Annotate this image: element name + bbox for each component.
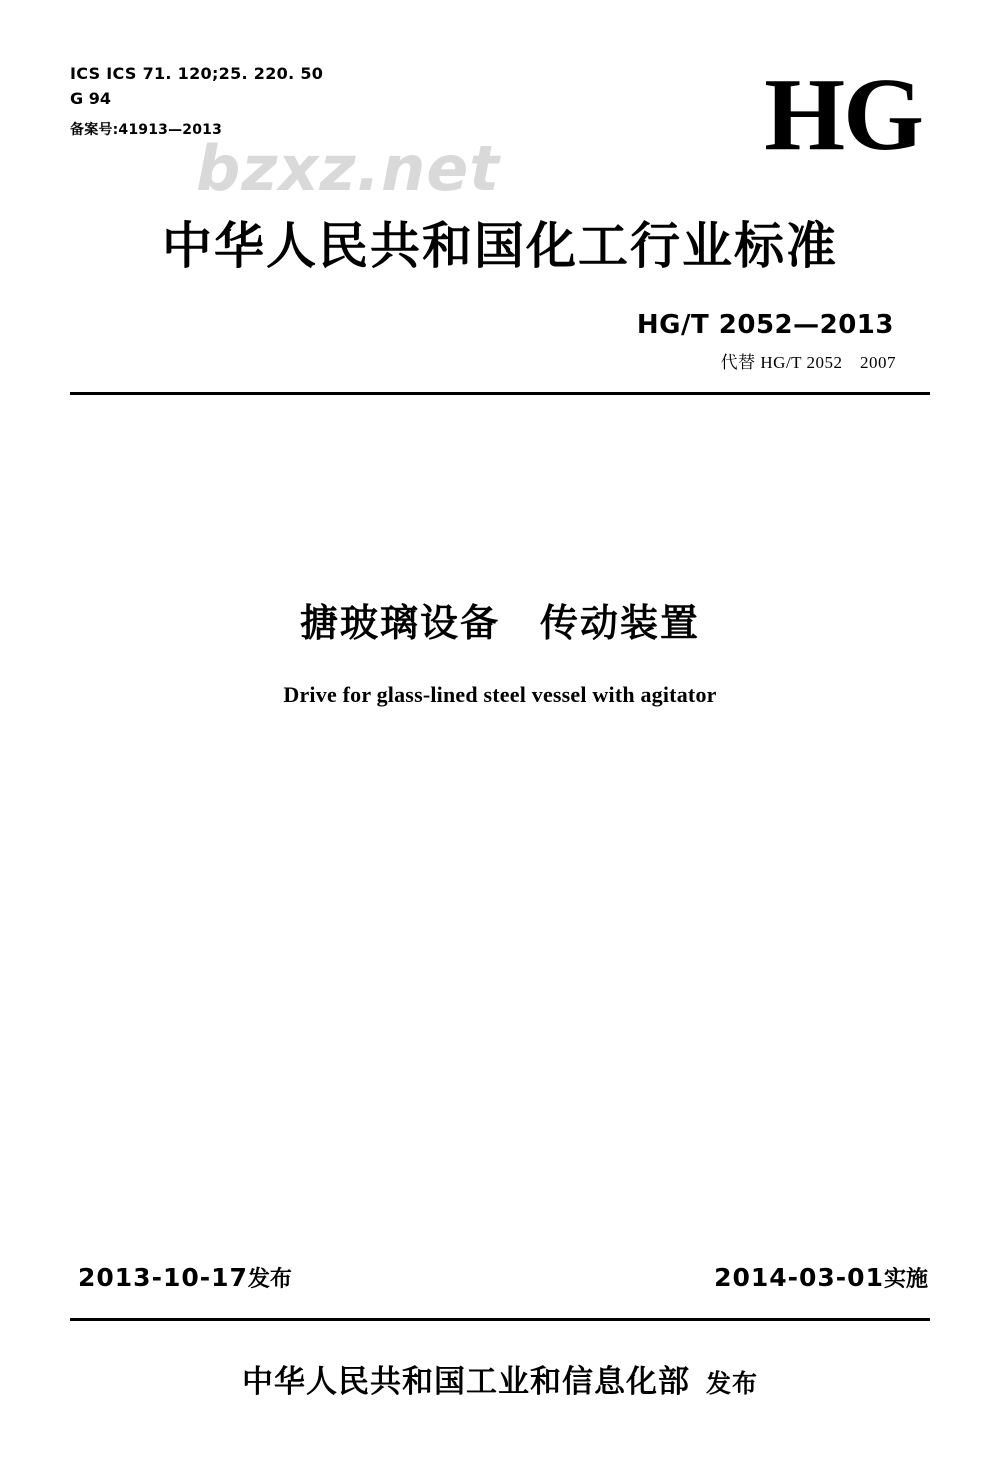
issue-date-value: 2013-10-17 [78,1263,248,1292]
watermark-text: bzxz.net [196,132,500,205]
national-standard-title: 中华人民共和国化工行业标准 [162,217,838,275]
header-left-block [70,62,323,141]
classification-code: G 94 [70,89,111,109]
divider-top [70,392,930,395]
publisher-line [0,1356,1000,1401]
standard-replaces: 代替 HG/T 2052 2007 [720,353,896,372]
document-title-en: Drive for glass-lined steel vessel with agitator [283,682,717,707]
publisher-verb: 发布 [705,1369,758,1398]
publisher-name: 中华人民共和国工业和信息化部 [241,1364,690,1400]
standard-number: HG/T 2052—2013 [636,310,894,340]
implementation-date-value: 2014-03-01 [714,1263,884,1292]
issue-date [78,1262,292,1293]
divider-bottom [70,1318,930,1321]
implementation-date [714,1262,928,1293]
document-title-cn: 搪玻璃设备 传动装置 [299,601,700,645]
record-number: 备案号:41913—2013 [70,122,223,139]
ics-code: ICS ICS 71. 120;25. 220. 50 [70,64,324,83]
hg-logo-text: HG [764,57,922,172]
implementation-date-label: 实施 [883,1267,928,1292]
issue-date-label: 发布 [247,1267,292,1292]
